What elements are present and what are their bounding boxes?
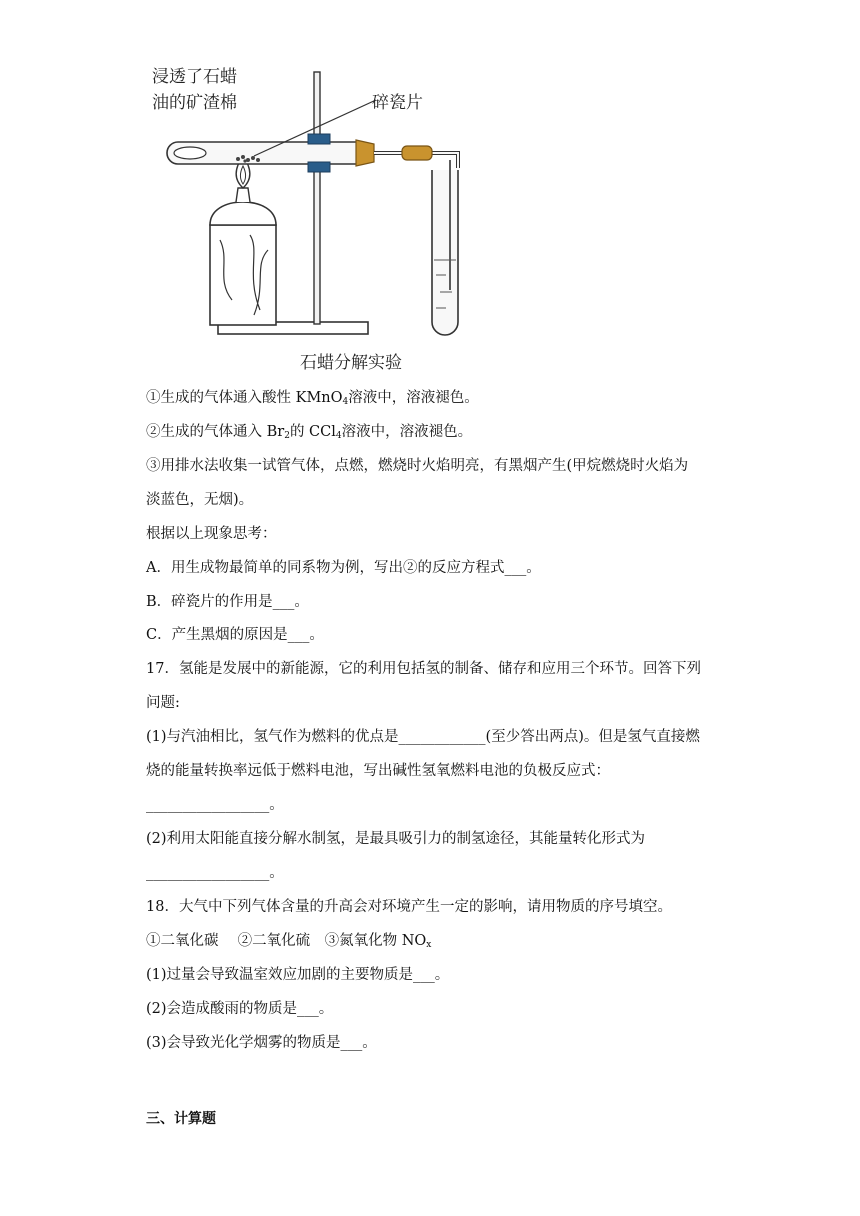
question-a: A．用生成物最简单的同系物为例，写出②的反应方程式___。: [146, 560, 541, 576]
clamp-lower: [308, 162, 330, 172]
q17-part2-answer-blank: _________________。: [146, 865, 284, 881]
lamp-stand-box: [210, 225, 276, 325]
paraffin-decomposition-figure: [150, 60, 490, 380]
stand-rod: [314, 72, 320, 324]
collection-tube: [432, 170, 458, 335]
q17-part1-answer-blank: _________________。: [146, 797, 284, 813]
question-b: B．碎瓷片的作用是___。: [146, 594, 309, 610]
q17-part1-line1: (1)与汽油相比，氢气作为燃料的优点是____________(至少答出两点)。但是氢气直接燃: [146, 729, 700, 745]
observation-1: ①生成的气体通入酸性 KMnO$_4$溶液中，溶液褪色。: [146, 390, 479, 407]
q18-part1: (1)过量会导致温室效应加剧的主要物质是___。: [146, 967, 450, 983]
rubber-stopper: [356, 140, 374, 166]
observation-3-line2: 淡蓝色，无烟)。: [146, 492, 254, 508]
q18-part3: (3)会导致光化学烟雾的物质是___。: [146, 1035, 377, 1051]
label-porcelain: 碎瓷片: [372, 93, 423, 113]
label-cotton-line1: 浸透了石蜡: [152, 67, 237, 87]
rubber-joint: [402, 146, 432, 160]
observation-2: ②生成的气体通入 $Br_2$的 CCl$_4$溶液中，溶液褪色。: [146, 424, 473, 441]
question-c: C．产生黑烟的原因是___。: [146, 627, 324, 643]
q17-stem-line1: 17．氢能是发展中的新能源，它的利用包括氢的制备、储存和应用三个环节。回答下列: [146, 661, 701, 677]
figure-caption: 石蜡分解实验: [300, 353, 402, 373]
q17-part1-line2: 烧的能量转换率远低于燃料电池，写出碱性氢氧燃料电池的负极反应式：: [146, 763, 610, 779]
think-prompt: 根据以上现象思考：: [146, 526, 277, 542]
q18-part2: (2)会造成酸雨的物质是___。: [146, 1001, 334, 1017]
section-title: 三、计算题: [146, 1111, 216, 1127]
label-cotton-line2: 油的矿渣棉: [152, 93, 237, 113]
q17-stem-line2: 问题:: [146, 695, 180, 711]
q17-part2-line1: (2)利用太阳能直接分解水制氢，是最具吸引力的制氢途径，其能量转化形式为: [146, 831, 646, 847]
q18-stem: 18．大气中下列气体含量的升高会对环境产生一定的影响，请用物质的序号填空。: [146, 899, 672, 915]
observation-3-line1: ③用排水法收集一试管气体，点燃，燃烧时火焰明亮，有黑烟产生(甲烷燃烧时火焰为: [146, 458, 689, 474]
alcohol-lamp: [210, 202, 276, 225]
q18-options: ①二氧化碳 ②二氧化硫 ③氮氧化物 $NO_x$: [146, 933, 432, 950]
mineral-wool: [174, 147, 206, 159]
clamp-upper: [308, 134, 330, 144]
